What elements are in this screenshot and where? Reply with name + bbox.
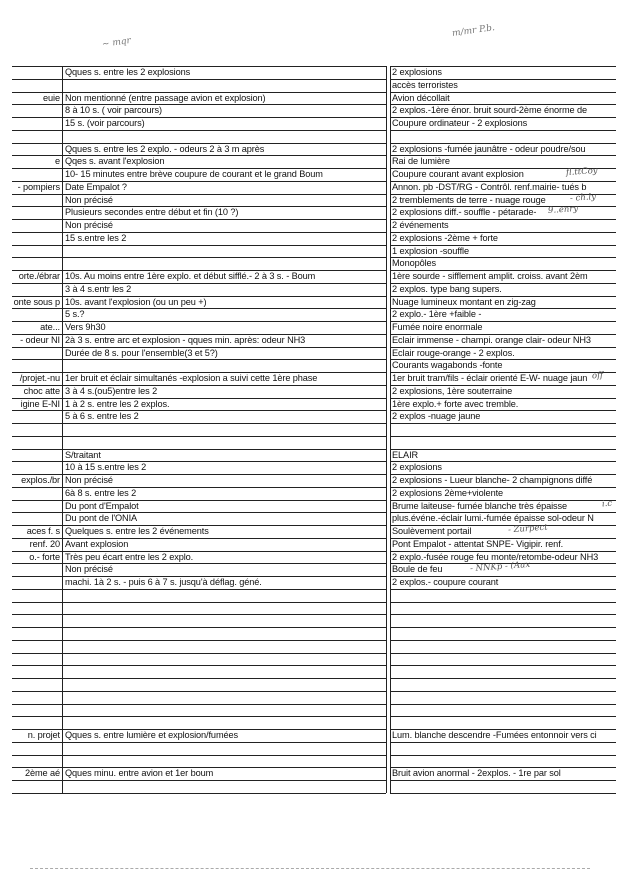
interval-cell: Durée de 8 s. pour l'ensemble(3 et 5?) <box>65 347 218 358</box>
row-rule-right <box>390 793 616 794</box>
page-bottom-edge <box>30 868 590 869</box>
interval-cell: 1er bruit et éclair simultanés -explosion a suivi cette 1ère phase <box>65 373 318 383</box>
observation-cell: 2 explosions -2ème + forte <box>392 232 498 243</box>
row-rule-left <box>12 755 386 756</box>
observation-cell: Courants wagabonds -fonte <box>392 360 503 371</box>
observation-cell: Fumée noire enormale <box>392 322 483 332</box>
interval-cell: Non précisé <box>65 194 113 205</box>
observation-cell: Coupure ordinateur - 2 explosions <box>392 118 528 128</box>
row-rule-left <box>12 245 386 246</box>
row-rule-right <box>390 627 616 628</box>
observation-cell: plus.événe.-éclair lumi.-fumée épaisse sol-odeur N <box>392 513 594 524</box>
observation-cell: 2 explosions diff.- souffle - pétarade- <box>392 207 537 218</box>
handwritten-annotation: - Zurpect <box>507 522 548 536</box>
observation-cell: 2 tremblements de terre - nuage rouge <box>392 194 546 205</box>
row-rule-left <box>12 602 386 603</box>
left-cut-cell: orte./ébrar <box>18 271 60 281</box>
observation-cell: 1er bruit tram/fils - éclair orienté E-W- nuage jaun <box>392 373 588 383</box>
observation-cell: Bruit avion anormal - 2explos. - 1re par sol <box>392 768 561 779</box>
row-rule-left <box>12 130 386 131</box>
row-rule-right <box>390 640 616 641</box>
handwritten-mark-left: ~ mqr <box>101 36 132 50</box>
observation-cell: Rai de lumière <box>392 156 450 167</box>
row-rule-right <box>390 755 616 756</box>
observation-cell: 2 explos.-1ère énor. bruit sourd-2ème énorme de <box>392 105 587 116</box>
observation-cell: Monopôles <box>392 258 437 269</box>
row-rule-left <box>12 665 386 666</box>
row-rule-right <box>390 716 616 717</box>
row-rule-left <box>12 257 386 258</box>
row-rule-right <box>390 742 616 743</box>
handwritten-annotation: i.c <box>601 498 613 509</box>
left-cut-cell: renf. 20 <box>29 538 60 549</box>
interval-cell: Avant explosion <box>65 538 129 549</box>
row-rule-left <box>12 79 386 80</box>
handwritten-annotation: fl.ttCoy <box>565 165 598 179</box>
interval-cell: Quelques s. entre les 2 événements <box>65 526 209 536</box>
observation-cell: Boule de feu <box>392 564 443 575</box>
row-rule-right <box>390 691 616 692</box>
observation-cell: 2 explos -nuage jaune <box>392 411 481 422</box>
handwritten-annotation: off <box>591 370 604 382</box>
column-rule-2 <box>386 66 387 793</box>
interval-cell: 10- 15 minutes entre brève coupure de courant et le grand Boum <box>65 169 323 179</box>
row-rule-right <box>390 704 616 705</box>
left-cut-cell: explos./br <box>21 475 60 485</box>
row-rule-right <box>390 614 616 615</box>
row-rule-left <box>12 704 386 705</box>
interval-cell: 5 à 6 s. entre les 2 <box>65 411 139 422</box>
row-rule-right <box>390 653 616 654</box>
interval-cell: Très peu écart entre les 2 explo. <box>65 551 194 562</box>
observation-cell: 2 explosions, 1ère souterraine <box>392 385 513 396</box>
left-cut-cell: aces f. s <box>26 526 60 536</box>
observation-cell: 2 explosions -fumée jaunâtre - odeur poudre/sou <box>392 143 586 154</box>
observation-cell: 2 explosions <box>392 67 442 77</box>
interval-cell: Plusieurs secondes entre début et fin (10 ?) <box>65 207 239 218</box>
row-rule-right <box>390 678 616 679</box>
row-rule-right <box>390 780 616 781</box>
observation-cell: accès terroristes <box>392 79 458 90</box>
handwritten-annotation: - ch.ly <box>569 191 597 204</box>
handwritten-mark-right: m/mr P.b. <box>451 23 496 39</box>
observation-cell: Eclair rouge-orange - 2 explos. <box>392 347 515 358</box>
interval-cell: Qqes s. avant l'explosion <box>65 156 165 167</box>
row-rule-right <box>390 423 616 424</box>
left-cut-cell: /projet.-nu <box>19 373 60 383</box>
observation-cell: Eclair immense - champi. orange clair- odeur NH3 <box>392 334 591 345</box>
interval-cell: 15 s. (voir parcours) <box>65 118 145 128</box>
interval-cell: Qques s. entre les 2 explosions <box>65 67 191 77</box>
row-rule-left <box>12 780 386 781</box>
interval-cell: Qques s. entre lumière et explosion/fumées <box>65 730 239 740</box>
row-rule-left <box>12 653 386 654</box>
row-rule-left <box>12 793 386 794</box>
observation-cell: Coupure courant avant explosion <box>392 169 524 179</box>
row-rule-left <box>12 359 386 360</box>
observation-cell: ELAIR <box>392 449 419 460</box>
row-rule-left <box>12 589 386 590</box>
interval-cell: 1 à 2 s. entre les 2 explos. <box>65 398 170 409</box>
interval-cell: 2à 3 s. entre arc et explosion - qques min. après: odeur NH3 <box>65 334 306 345</box>
row-rule-left <box>12 436 386 437</box>
observation-cell: Lum. blanche descendre -Fumées entonnoir vers ci <box>392 730 597 740</box>
row-rule-right <box>390 665 616 666</box>
interval-cell: Du pont de l'ONIA <box>65 513 138 524</box>
row-rule-left <box>12 627 386 628</box>
observation-cell: Avion décollait <box>392 92 450 103</box>
interval-cell: Qques minu. entre avion et 1er boum <box>65 768 214 779</box>
observation-cell: 1ère sourde - sifflement amplit. croiss. avant 2èm <box>392 271 588 281</box>
left-cut-cell: - pompiers <box>17 181 60 192</box>
interval-cell: Date Empalot ? <box>65 181 127 192</box>
observation-cell: Brume laiteuse- fumée blanche très épaisse <box>392 500 568 511</box>
interval-cell: 10s. avant l'explosion (ou un peu +) <box>65 296 207 307</box>
interval-cell: Qques s. entre les 2 explo. - odeurs 2 à 3 m après <box>65 143 265 154</box>
column-rule-1 <box>62 66 63 793</box>
observation-cell: Annon. pb -DST/RG - Contrôl. renf.mairie- tués b <box>392 181 587 192</box>
left-cut-cell: euie <box>43 92 60 103</box>
observation-cell: 2 explosions <box>392 462 442 473</box>
row-rule-left <box>12 640 386 641</box>
interval-cell: 15 s.entre les 2 <box>65 232 127 243</box>
observation-cell: 2 explosions 2ème+violente <box>392 487 504 498</box>
observation-cell: 2 explo.-fusée rouge feu monte/retombe-odeur NH3 <box>392 551 599 562</box>
left-cut-cell: 2ème aé <box>24 768 60 779</box>
row-rule-right <box>390 602 616 603</box>
row-rule-right <box>390 436 616 437</box>
interval-cell: machi. 1à 2 s. - puis 6 à 7 s. jusqu'à déflag. géné. <box>65 577 262 587</box>
row-rule-left <box>12 614 386 615</box>
interval-cell: 10s. Au moins entre 1ère explo. et début sifflé.- 2 à 3 s. - Boum <box>65 271 316 281</box>
row-rule-right <box>390 130 616 131</box>
interval-cell: 3 à 4 s.(ou5)entre les 2 <box>65 385 158 396</box>
row-rule-left <box>12 423 386 424</box>
left-cut-cell: igine E-NI <box>20 398 60 409</box>
row-rule-left <box>12 691 386 692</box>
observation-cell: 1ère explo.+ forte avec tremble. <box>392 398 519 409</box>
observation-cell: Pont Empalot - attentat SNPE- Vigipir. renf. <box>392 538 564 549</box>
interval-cell: 8 à 10 s. ( voir parcours) <box>65 105 162 116</box>
left-cut-cell: ate... <box>40 322 60 332</box>
left-cut-cell: - odeur NI <box>20 334 60 345</box>
row-rule-right <box>390 589 616 590</box>
observation-cell: 1 explosion -souffle <box>392 245 469 256</box>
observation-cell: 2 événements <box>392 220 449 230</box>
row-rule-left <box>12 678 386 679</box>
interval-cell: 10 à 15 s.entre les 2 <box>65 462 147 473</box>
handwritten-annotation: - NNKp - (Aux <box>469 560 531 575</box>
observation-cell: Nuage lumineux montant en zig-zag <box>392 296 536 307</box>
interval-cell: Du pont d'Empalot <box>65 500 139 511</box>
row-rule-left <box>12 716 386 717</box>
interval-cell: Non précisé <box>65 564 113 575</box>
left-cut-cell: onte sous p <box>13 296 60 307</box>
observation-cell: Soulèvement portail <box>392 526 472 536</box>
interval-cell: Non précisé <box>65 475 113 485</box>
column-rule-3 <box>390 66 391 793</box>
handwritten-annotation: 9..enry <box>547 204 579 217</box>
left-cut-cell: choc atte <box>23 385 60 396</box>
left-cut-cell: n. projet <box>27 730 60 740</box>
observation-cell: 2 explos. type bang supers. <box>392 283 502 294</box>
interval-cell: 6à 8 s. entre les 2 <box>65 487 137 498</box>
observation-cell: 2 explo.- 1ère +faible - <box>392 309 482 320</box>
left-cut-cell: o.- forte <box>29 551 60 562</box>
interval-cell: 3 à 4 s.entr les 2 <box>65 283 132 294</box>
observation-cell: 2 explos.- coupure courant <box>392 577 499 587</box>
interval-cell: Non mentionné (entre passage avion et explosion) <box>65 92 266 103</box>
interval-cell: Vers 9h30 <box>65 322 106 332</box>
row-rule-left <box>12 742 386 743</box>
interval-cell: S/traitant <box>65 449 101 460</box>
left-cut-cell: e <box>54 156 60 167</box>
observation-cell: 2 explosions - Lueur blanche- 2 champignons diffé <box>392 475 593 485</box>
interval-cell: Non précisé <box>65 220 113 230</box>
interval-cell: 5 s.? <box>65 309 85 320</box>
